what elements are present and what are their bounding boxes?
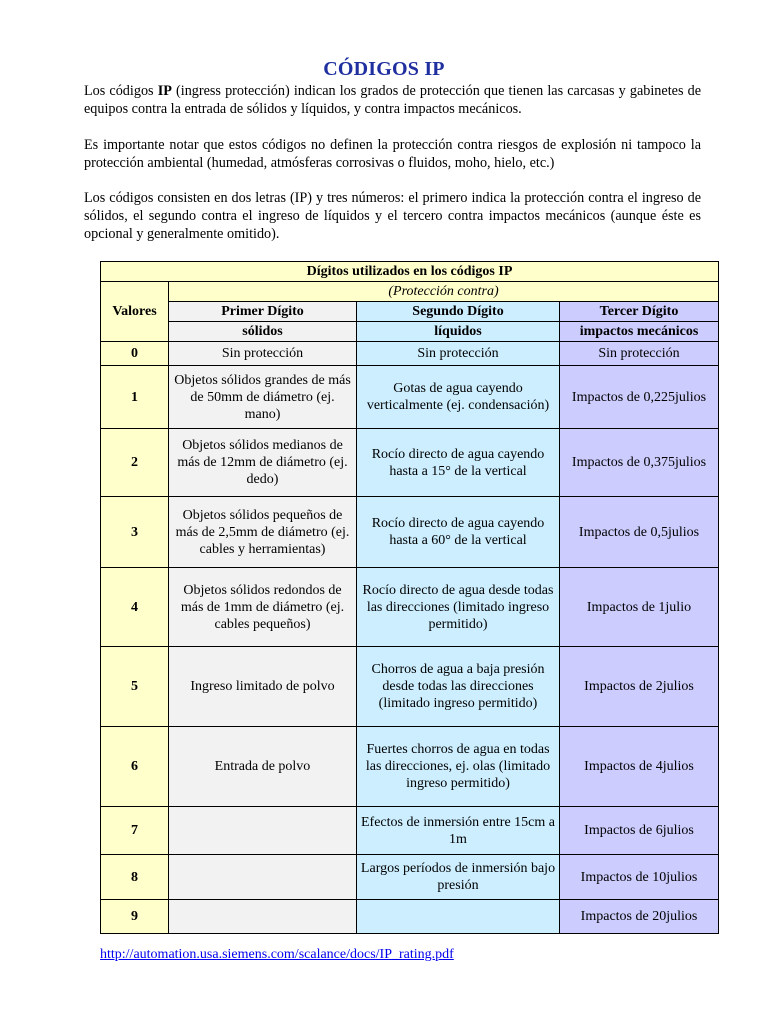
row-value-cell: 2 (101, 429, 169, 497)
col3-subheader: impactos mecánicos (560, 322, 719, 342)
row-liquid-cell: Rocío directo de agua cayendo hasta a 15° de la vertical (357, 429, 560, 497)
col1-header: Primer Dígito (169, 302, 357, 322)
row-impact-cell: Impactos de 4julios (560, 727, 719, 807)
table-row (101, 807, 719, 855)
row-solid-cell: Objetos sólidos grandes de más de 50mm de diámetro (ej. mano) (169, 366, 357, 429)
row-solid-cell: Ingreso limitado de polvo (169, 647, 357, 727)
table-subcaption: (Protección contra) (169, 282, 719, 302)
row-impact-cell: Impactos de 2julios (560, 647, 719, 727)
row-impact-cell: Impactos de 0,375julios (560, 429, 719, 497)
row-impact-cell: Impactos de 0,5julios (560, 497, 719, 568)
table-row (101, 900, 719, 934)
row-impact-cell: Impactos de 6julios (560, 807, 719, 855)
row-solid-cell (169, 807, 357, 855)
row-impact-cell: Sin protección (560, 342, 719, 366)
ip-codes-table (100, 261, 719, 934)
row-value-cell: 9 (101, 900, 169, 934)
row-liquid-cell: Efectos de inmersión entre 15cm a 1m (357, 807, 560, 855)
row-impact-cell: Impactos de 10julios (560, 855, 719, 900)
col2-header: Segundo Dígito (357, 302, 560, 322)
row-solid-cell (169, 855, 357, 900)
row-value-cell: 6 (101, 727, 169, 807)
table-row (101, 855, 719, 900)
col1-subheader: sólidos (169, 322, 357, 342)
table-caption: Dígitos utilizados en los códigos IP (101, 262, 719, 282)
intro-p1-start: Los códigos (84, 83, 158, 99)
row-solid-cell (169, 900, 357, 934)
row-liquid-cell: Rocío directo de agua desde todas las direcciones (limitado ingreso permitido) (357, 568, 560, 647)
row-liquid-cell: Rocío directo de agua cayendo hasta a 60° de la vertical (357, 497, 560, 568)
row-value-cell: 0 (101, 342, 169, 366)
intro-paragraph-2: Es importante notar que estos códigos no definen la protección contra riesgos de explosión ni tampoco la protección ambiental (humedad, atmósferas corrosivas o fluidos, moho, hielo, etc.) (84, 137, 701, 171)
row-solid-cell: Objetos sólidos medianos de más de 12mm de diámetro (ej. dedo) (169, 429, 357, 497)
row-liquid-cell: Largos períodos de inmersión bajo presión (357, 855, 560, 900)
row-value-cell: 4 (101, 568, 169, 647)
col3-header: Tercer Dígito (560, 302, 719, 322)
row-liquid-cell: Chorros de agua a baja presión desde todas las direcciones (limitado ingreso permitido) (357, 647, 560, 727)
row-solid-cell: Objetos sólidos redondos de más de 1mm de diámetro (ej. cables pequeños) (169, 568, 357, 647)
values-header: Valores (101, 282, 169, 342)
row-impact-cell: Impactos de 0,225julios (560, 366, 719, 429)
row-solid-cell: Entrada de polvo (169, 727, 357, 807)
row-liquid-cell: Fuertes chorros de agua en todas las direcciones, ej. olas (limitado ingreso permitido) (357, 727, 560, 807)
row-solid-cell: Objetos sólidos pequeños de más de 2,5mm de diámetro (ej. cables y herramientas) (169, 497, 357, 568)
row-liquid-cell: Sin protección (357, 342, 560, 366)
row-value-cell: 3 (101, 497, 169, 568)
intro-p1-bold: IP (157, 83, 172, 99)
table-row (101, 727, 719, 807)
source-link[interactable]: http://automation.usa.siemens.com/scalance/docs/IP_rating.pdf (100, 947, 454, 962)
table-row (101, 429, 719, 497)
row-liquid-cell: Gotas de agua cayendo verticalmente (ej. condensación) (357, 366, 560, 429)
col2-subheader: líquidos (357, 322, 560, 342)
row-value-cell: 8 (101, 855, 169, 900)
row-value-cell: 7 (101, 807, 169, 855)
intro-paragraph-1 (84, 82, 701, 118)
page-title: CÓDIGOS IP (323, 58, 445, 80)
table-row (101, 497, 719, 568)
table-row (101, 568, 719, 647)
row-liquid-cell (357, 900, 560, 934)
table-row (101, 366, 719, 429)
row-impact-cell: Impactos de 1julio (560, 568, 719, 647)
row-value-cell: 5 (101, 647, 169, 727)
intro-p1-rest: (ingress protección) indican los grados de protección que tienen las carcasas y gabinetes de equipos contra la entrada de sólidos y líquidos, y contra impactos mecánicos. (84, 83, 701, 117)
row-solid-cell: Sin protección (169, 342, 357, 366)
row-impact-cell: Impactos de 20julios (560, 900, 719, 934)
row-value-cell: 1 (101, 366, 169, 429)
intro-paragraph-3: Los códigos consisten en dos letras (IP) y tres números: el primero indica la protección contra el ingreso de sólidos, el segundo contra el ingreso de líquidos y el tercero contra impactos mecánicos (aunque éste es opcional y generalmente omitido). (84, 190, 701, 242)
table-row (101, 342, 719, 366)
table-row (101, 647, 719, 727)
